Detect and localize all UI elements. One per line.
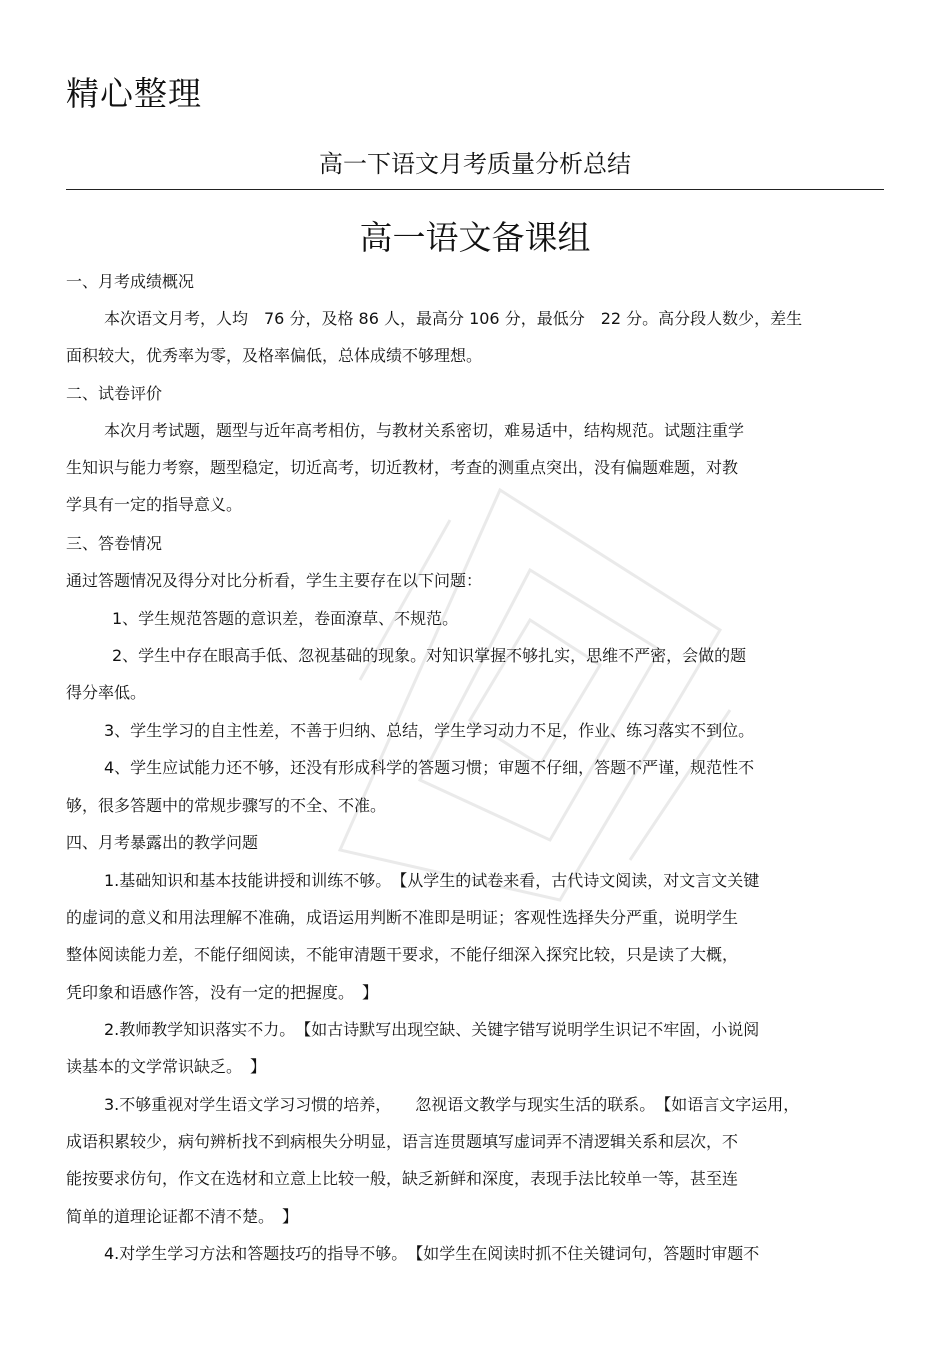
paragraph-line: 能按要求仿句，作文在选材和立意上比较一般，缺乏新鲜和深度，表现手法比较单一等，甚至连 — [66, 1169, 739, 1188]
paragraph-line: 凭印象和语感作答，没有一定的把握度。 】 — [66, 983, 379, 1002]
paragraph-line: 读基本的文学常识缺乏。 】 — [66, 1057, 267, 1076]
paragraph-line: 够，很多答题中的常规步骤写的不全、不准。 — [66, 796, 387, 815]
paragraph-line: 成语积累较少，病句辨析找不到病根失分明显，语言连贯题填写虚词弄不清逻辑关系和层次，不 — [66, 1132, 739, 1151]
list-item: 3、学生学习的自主性差，不善于归纳、总结，学生学习动力不足，作业、练习落实不到位。 — [104, 721, 755, 740]
list-item: 1、学生规范答题的意识差，卷面潦草、不规范。 — [112, 609, 459, 628]
section-heading-3: 三、答卷情况 — [66, 534, 163, 553]
paragraph-line: 得分率低。 — [66, 683, 147, 702]
list-item: 4、学生应试能力还不够，还没有形成科学的答题习惯；审题不仔细，答题不严谨，规范性不 — [104, 758, 755, 777]
document-title: 高一语文备课组 — [359, 218, 591, 257]
header-divider — [66, 189, 884, 190]
paragraph-line: 简单的道理论证都不清不楚。 】 — [66, 1207, 299, 1226]
brand-heading: 精心整理 — [66, 74, 202, 113]
paragraph-line: 生知识与能力考察，题型稳定，切近高考，切近教材，考查的测重点突出，没有偏题难题，对教 — [66, 458, 739, 477]
paragraph-line: 的虚词的意义和用法理解不准确，成语运用判断不准即是明证；客观性选择失分严重，说明学生 — [66, 908, 739, 927]
paragraph-line: 本次月考试题，题型与近年高考相仿，与教材关系密切，难易适中，结构规范。试题注重学 — [104, 421, 745, 440]
paragraph-line: 面积较大，优秀率为零，及格率偏低，总体成绩不够理想。 — [66, 346, 483, 365]
paragraph-line: 通过答题情况及得分对比分析看，学生主要存在以下问题： — [66, 571, 483, 590]
list-item: 4.对学生学习方法和答题技巧的指导不够。 【如学生在阅读时抓不住关键词句，答题时审题不 — [104, 1244, 760, 1263]
paragraph-line: 学具有一定的指导意义。 — [66, 495, 243, 514]
list-item: 3.不够重视对学生语文学习习惯的培养， 忽视语文教学与现实生活的联系。 【如语言文字运用， — [104, 1095, 800, 1114]
paragraph-line: 本次语文月考，人均 76 分，及格 86 人，最高分 106 分，最低分 22 分。高分段人数少，差生 — [104, 309, 803, 328]
list-item: 2、学生中存在眼高手低、忽视基础的现象。对知识掌握不够扎实，思维不严密，会做的题 — [112, 646, 747, 665]
list-item: 1.基础知识和基本技能讲授和训练不够。 【从学生的试卷来看，古代诗文阅读，对文言文关键 — [104, 871, 760, 890]
section-heading-2: 二、试卷评价 — [66, 384, 163, 403]
list-item: 2.教师教学知识落实不力。 【如古诗默写出现空缺、关键字错写说明学生识记不牢固，小说阅 — [104, 1020, 760, 1039]
section-heading-1: 一、月考成绩概况 — [66, 272, 195, 291]
paragraph-line: 整体阅读能力差，不能仔细阅读，不能审清题干要求，不能仔细深入探究比较，只是读了大概， — [66, 945, 739, 964]
section-heading-4: 四、月考暴露出的教学问题 — [66, 833, 259, 852]
page-header-title: 高一下语文月考质量分析总结 — [319, 150, 631, 178]
